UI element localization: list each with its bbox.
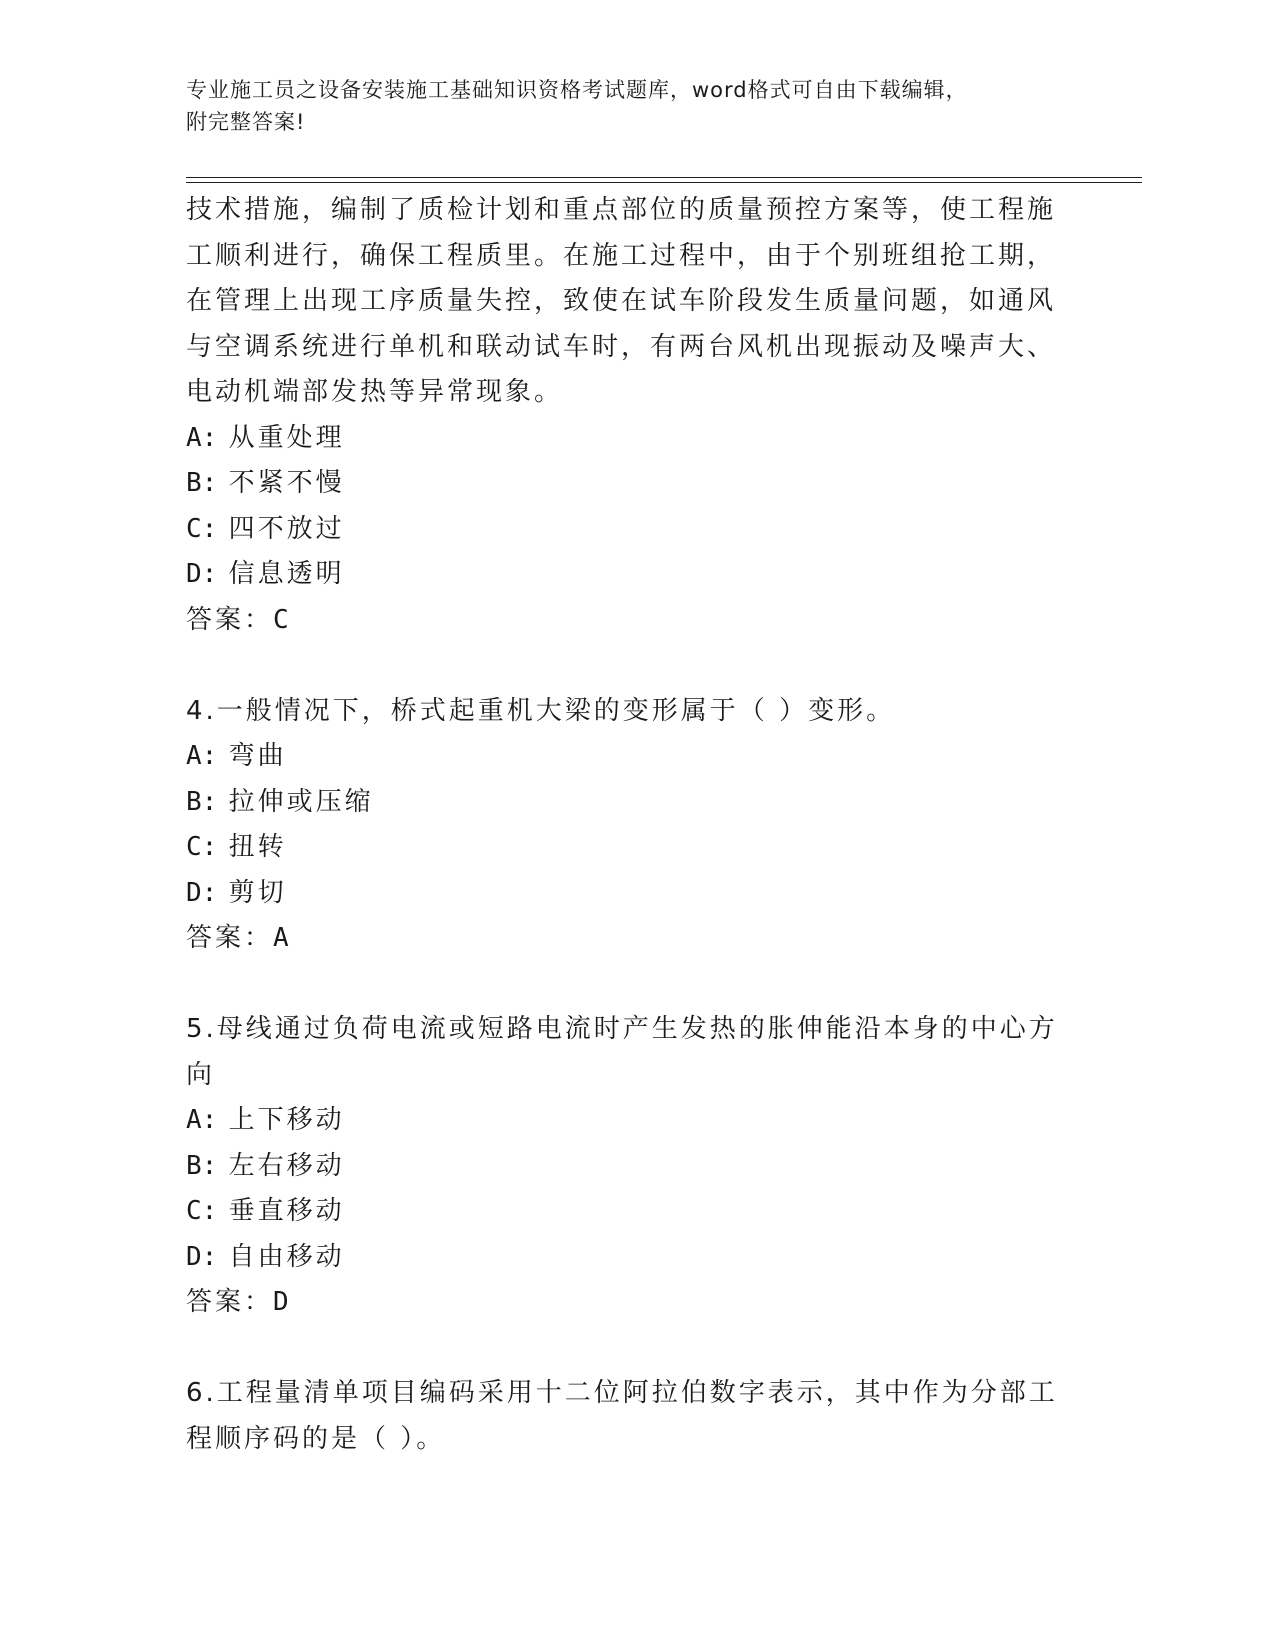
- option-letter: C:: [186, 513, 218, 544]
- answer-label: 答案：: [186, 604, 274, 635]
- option-letter: C:: [186, 1196, 218, 1226]
- option-letter: B:: [186, 1150, 218, 1181]
- option-letter: A:: [186, 1105, 218, 1135]
- option-d: [186, 1235, 1066, 1281]
- option-letter: A:: [186, 741, 218, 771]
- question-text-line: 电动机端部发热等异常现象。: [186, 377, 564, 407]
- option-letter: B:: [186, 468, 218, 498]
- answer-label: 答案：: [186, 1287, 274, 1317]
- question-5: [186, 1007, 1066, 1326]
- spacer: [186, 643, 1066, 689]
- option-text: 弯曲: [228, 741, 287, 771]
- question-text-line: 6.工程量清单项目编码采用十二位阿拉伯数字表示，其中作为分部工: [186, 1378, 1058, 1408]
- option-a: [186, 1098, 1066, 1144]
- option-text: 从重处理: [228, 422, 345, 453]
- option-text: 拉伸或压缩: [228, 786, 374, 817]
- question-text-line: 5.母线通过负荷电流或短路电流时产生发热的胀伸能沿本身的中心方: [186, 1014, 1058, 1044]
- option-text: 左右移动: [228, 1150, 345, 1181]
- question-6: [186, 1371, 1066, 1462]
- option-text: 信息透明: [228, 559, 345, 589]
- option-b: [186, 780, 1066, 826]
- option-letter: D:: [186, 559, 218, 589]
- question-text-line: 在管理上出现工序质量失控，致使在试车阶段发生质量问题，如通风: [186, 286, 1057, 316]
- option-letter: A:: [186, 422, 218, 453]
- answer-value: D: [273, 1287, 289, 1317]
- answer-value: A: [273, 923, 289, 953]
- option-c: [186, 1189, 1066, 1235]
- header-divider-bottom: [186, 182, 1142, 183]
- option-c: [186, 825, 1066, 871]
- header-divider-top: [186, 177, 1142, 178]
- question-text-line: 向: [186, 1059, 216, 1090]
- option-text: 扭转: [228, 832, 287, 862]
- question-text-line: 与空调系统进行单机和联动试车时，有两台风机出现振动及噪声大、: [186, 331, 1057, 362]
- option-letter: C:: [186, 832, 218, 862]
- option-text: 上下移动: [228, 1105, 345, 1135]
- option-text: 垂直移动: [228, 1196, 345, 1226]
- answer-line: [186, 598, 1066, 644]
- question-text-line: 工顺利进行，确保工程质里。在施工过程中，由于个别班组抢工期，: [186, 240, 1057, 271]
- option-letter: B:: [186, 786, 218, 817]
- document-body: [186, 188, 1066, 1462]
- spacer: [186, 1326, 1066, 1372]
- answer-line: [186, 1280, 1066, 1326]
- spacer: [186, 962, 1066, 1008]
- question-text-line: 程顺序码的是（ ）。: [186, 1423, 446, 1454]
- question-text-line: 技术措施，编制了质检计划和重点部位的质量预控方案等，使工程施: [186, 195, 1057, 225]
- header-title-line-1: 专业施工员之设备安装施工基础知识资格考试题库，word格式可自由下载编辑，: [186, 78, 968, 102]
- question-4: [186, 689, 1066, 962]
- answer-line: [186, 916, 1066, 962]
- option-b: [186, 461, 1066, 507]
- option-d: [186, 871, 1066, 917]
- option-c: [186, 507, 1066, 553]
- option-letter: D:: [186, 877, 218, 908]
- option-a: [186, 416, 1066, 462]
- option-text: 不紧不慢: [228, 468, 345, 498]
- header-title-line-2: 附完整答案!: [186, 110, 306, 134]
- option-b: [186, 1144, 1066, 1190]
- question-3: [186, 188, 1066, 643]
- option-a: [186, 734, 1066, 780]
- option-letter: D:: [186, 1241, 218, 1272]
- answer-value: C: [273, 604, 289, 635]
- question-text-line: 4.一般情况下，桥式起重机大梁的变形属于（ ）变形。: [186, 695, 896, 726]
- document-header: [186, 74, 1066, 138]
- answer-label: 答案：: [186, 923, 274, 953]
- option-text: 剪切: [228, 877, 287, 908]
- option-d: [186, 552, 1066, 598]
- option-text: 自由移动: [228, 1241, 345, 1272]
- option-text: 四不放过: [228, 513, 345, 544]
